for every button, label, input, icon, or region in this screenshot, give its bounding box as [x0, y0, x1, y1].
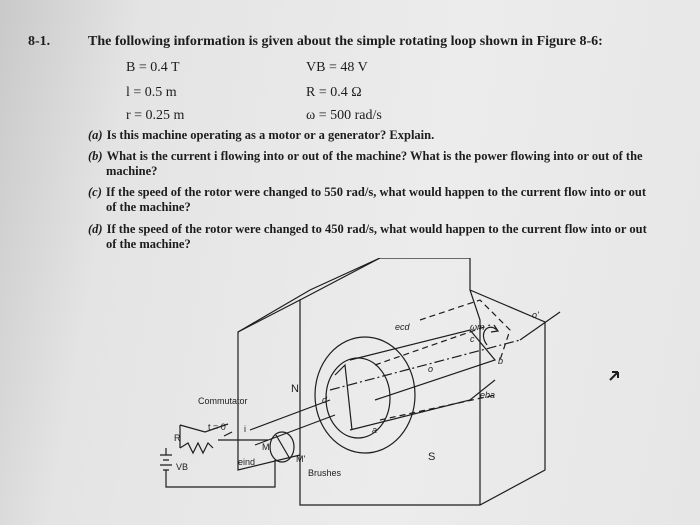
label-b: b [498, 356, 504, 366]
label-S: S [428, 451, 436, 463]
question-d-text: If the speed of the rotor were changed to 450 rad/s, what would happen to the current flow into or out [106, 222, 647, 236]
label-d: d [322, 395, 328, 405]
loop-side-d [335, 365, 352, 430]
question-d-label: (d) [88, 222, 103, 236]
question-c [88, 185, 668, 215]
battery-VB [160, 455, 172, 470]
label-VB: VB [176, 462, 189, 472]
question-a-label: (a) [88, 128, 103, 142]
label-a: a [372, 425, 378, 435]
label-eind: eind [238, 457, 256, 467]
axis-extension [520, 312, 560, 340]
label-c: c [470, 334, 475, 344]
given-r: r = 0.25 m [126, 108, 185, 123]
label-M: M [262, 442, 270, 452]
question-c-text: If the speed of the rotor were changed to 550 rad/s, what would happen to the current flow into or out [105, 185, 647, 199]
problem-intro: The following information is given about the simple rotating loop shown in Figure 8-6: [88, 34, 603, 49]
label-t0: t = 0 [208, 422, 226, 432]
question-a [88, 128, 668, 143]
problem-number: 8-1. [28, 34, 51, 49]
question-c-label: (c) [88, 185, 102, 199]
label-omega-m: ωm [470, 322, 485, 332]
resistor-R [180, 443, 213, 453]
label-i: i [244, 424, 246, 434]
label-brushes: Brushes [308, 468, 342, 478]
given-VB: VB = 48 V [306, 60, 368, 75]
label-Mprime: M' [296, 454, 306, 464]
question-d [88, 222, 668, 252]
given-R: R = 0.4 Ω [306, 85, 362, 100]
question-c-text-2: of the machine? [106, 200, 191, 214]
question-b-text: What is the current i flowing into or out of the machine? What is the power flowing into or out of the [106, 149, 643, 163]
question-b-text-2: machine? [106, 164, 158, 178]
label-ecd: ecd [395, 322, 410, 332]
label-N: N [291, 383, 299, 395]
rotating-loop-figure [140, 258, 680, 523]
rotor-bore [315, 337, 415, 453]
commutator-ring [270, 432, 294, 462]
label-o: o [428, 364, 434, 374]
given-l: l = 0.5 m [126, 85, 177, 100]
hidden-line-2 [380, 395, 495, 420]
question-d-text-2: of the machine? [106, 237, 191, 251]
question-b [88, 149, 668, 179]
question-b-label: (b) [88, 149, 103, 163]
given-omega: ω = 500 rad/s [306, 108, 382, 123]
label-R: R [174, 433, 181, 443]
loop-bottom [350, 380, 495, 430]
label-oprime: o' [532, 310, 539, 320]
given-B: B = 0.4 T [126, 60, 180, 75]
label-eba: eba [480, 390, 496, 400]
commutator-split [276, 435, 290, 459]
cursor-arrow [610, 372, 618, 380]
question-a-text: Is this machine operating as a motor or a generator? Explain. [106, 128, 435, 142]
current-arrow-i [224, 432, 232, 436]
label-commutator: Commutator [198, 396, 248, 406]
omega-arc [483, 327, 497, 345]
